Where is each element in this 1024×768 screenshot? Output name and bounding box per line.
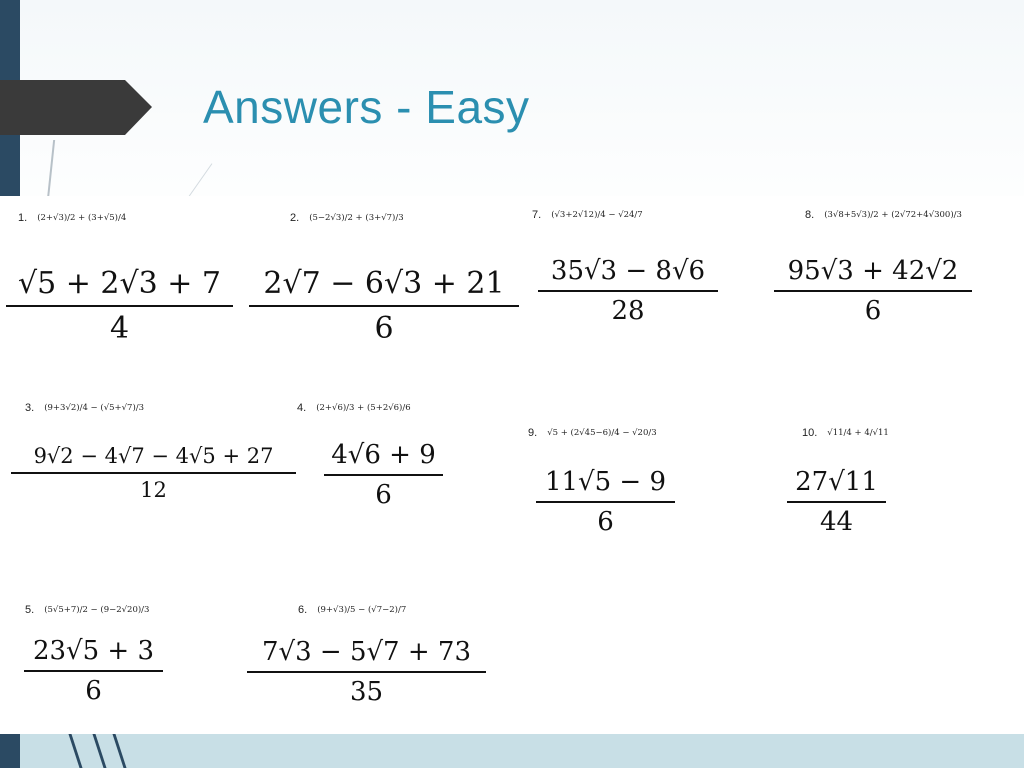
- answer-denominator: 6: [597, 507, 614, 537]
- answer-1: [6, 266, 233, 346]
- problem-expression: (2+√3)/2 + (3+√5)/4: [37, 213, 127, 223]
- problem-number: 4.: [297, 402, 307, 414]
- answer-numerator: 7√3 − 5√7 + 73: [261, 637, 471, 667]
- answer-numerator: 9√2 − 4√7 − 4√5 + 27: [33, 444, 274, 468]
- answer-numerator: 23√5 + 3: [32, 636, 155, 666]
- problem-3: [25, 402, 144, 414]
- answer-denominator: 44: [819, 507, 854, 537]
- answer-7: [538, 256, 718, 326]
- problem-8: [805, 209, 962, 221]
- answer-denominator: 12: [140, 478, 167, 502]
- problem-expression: (5√5+7)/2 − (9−2√20)/3: [44, 605, 150, 615]
- answer-5: [24, 636, 163, 706]
- problem-10: [802, 427, 889, 439]
- answer-numerator: 4√6 + 9: [331, 440, 436, 470]
- problem-number: 3.: [25, 402, 35, 414]
- problem-number: 1.: [18, 212, 28, 224]
- answer-denominator: 6: [85, 676, 102, 706]
- problem-expression: (√3+2√12)/4 − √24/7: [551, 210, 643, 220]
- problem-number: 9.: [528, 427, 538, 439]
- problem-number: 2.: [290, 212, 300, 224]
- problem-4: [297, 402, 411, 414]
- answer-9: [536, 467, 675, 537]
- problem-number: 7.: [532, 209, 542, 221]
- answer-3: [11, 444, 296, 502]
- answer-denominator: 6: [375, 480, 392, 510]
- answer-denominator: 4: [109, 311, 130, 346]
- answer-numerator: 11√5 − 9: [544, 467, 667, 497]
- problem-9: [528, 427, 657, 439]
- problem-number: 6.: [298, 604, 308, 616]
- answer-denominator: 6: [374, 311, 394, 346]
- problem-number: 10.: [802, 427, 818, 439]
- problem-number: 5.: [25, 604, 35, 616]
- problem-expression: √11/4 + 4/√11: [827, 428, 889, 438]
- answer-numerator: √5 + 2√3 + 7: [18, 266, 221, 301]
- problem-6: [298, 604, 406, 616]
- problem-expression: (9+√3)/5 − (√7−2)/7: [317, 605, 407, 615]
- slide-title: Answers - Easy: [203, 81, 530, 133]
- problem-expression: (3√8+5√3)/2 + (2√72+4√300)/3: [824, 210, 962, 220]
- problem-expression: √5 + (2√45−6)/4 − √20/3: [547, 428, 657, 438]
- problem-expression: (9+3√2)/4 − (√5+√7)/3: [44, 403, 145, 413]
- answer-numerator: 27√11: [795, 467, 878, 497]
- answer-numerator: 35√3 − 8√6: [550, 256, 706, 286]
- answer-6: [247, 637, 486, 707]
- answer-8: [774, 256, 972, 326]
- answer-numerator: 95√3 + 42√2: [787, 256, 959, 286]
- answer-4: [324, 440, 443, 510]
- answer-denominator: 35: [349, 677, 384, 707]
- answer-10: [787, 467, 886, 537]
- problem-7: [532, 209, 643, 221]
- problem-expression: (2+√6)/3 + (5+2√6)/6: [316, 403, 411, 413]
- footer-band: [20, 734, 1024, 768]
- problem-number: 8.: [805, 209, 815, 221]
- problem-1: [18, 212, 126, 224]
- answer-2: [249, 266, 519, 346]
- problem-expression: (5−2√3)/2 + (3+√7)/3: [309, 213, 404, 223]
- answer-denominator: 28: [611, 296, 645, 326]
- title-arrow-decoration: [0, 80, 152, 135]
- problem-2: [290, 212, 404, 224]
- answer-numerator: 2√7 − 6√3 + 21: [263, 266, 505, 301]
- answer-denominator: 6: [864, 296, 882, 326]
- problem-5: [25, 604, 149, 616]
